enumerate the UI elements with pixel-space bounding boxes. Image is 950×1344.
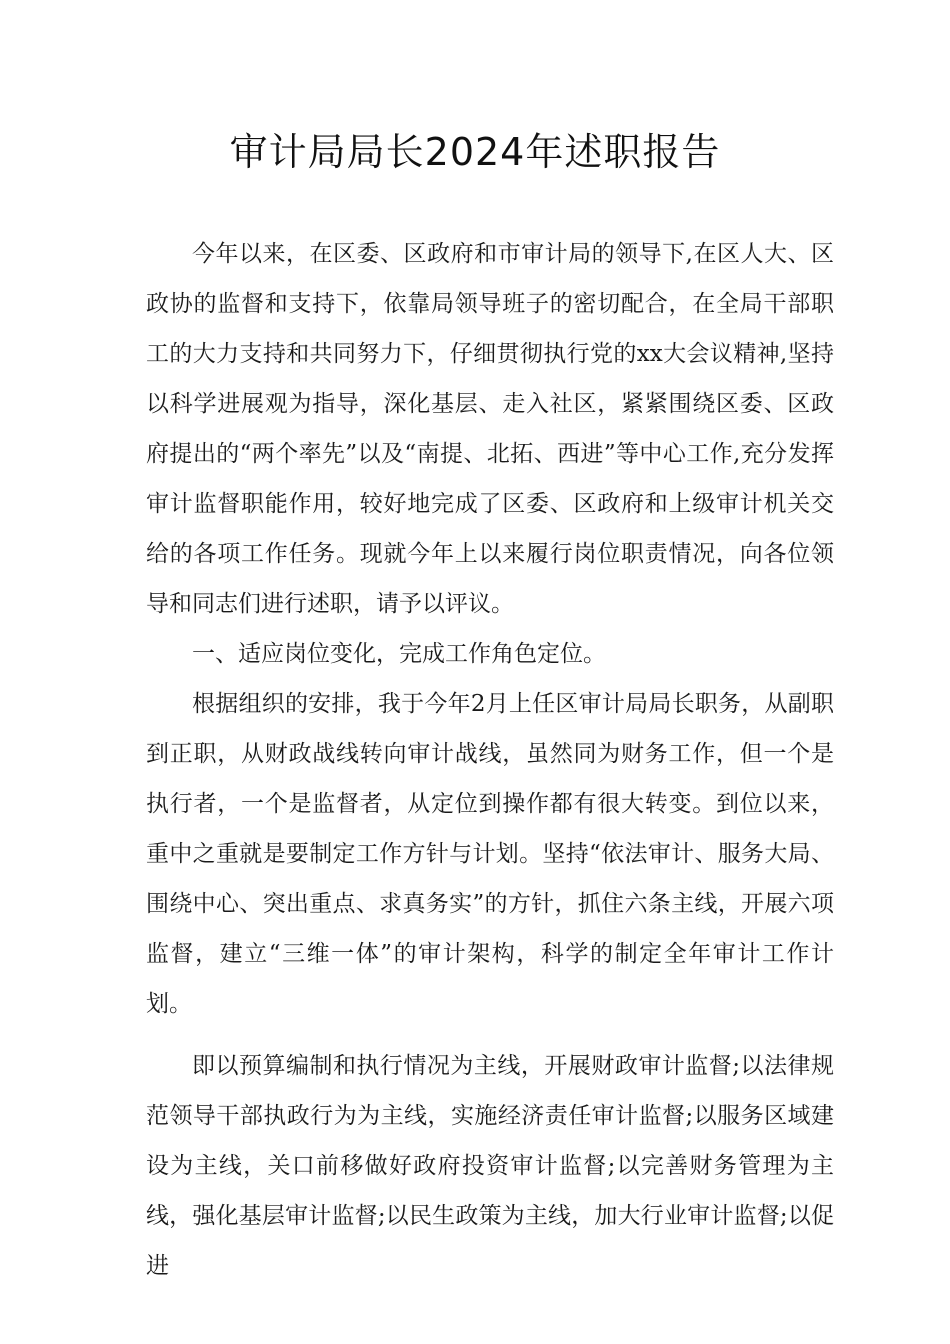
section-heading-1: 一、适应岗位变化，完成工作角色定位。 — [192, 641, 606, 667]
paragraph-main-lines: 即以预算编制和执行情况为主线，开展财政审计监督;以法律规范领导干部执政行为为主线，实施经济责任审计监督;以服务区域建设为主线，关口前移做好政府投资审计监督;以完善财务管理为主线，强化基层审计监督;以民生政策为主线，加大行业审计监督;以促进 — [146, 1053, 834, 1279]
document-body — [146, 229, 834, 1291]
paragraph-intro: 今年以来，在区委、区政府和市审计局的领导下,在区人大、区政协的监督和支持下，依靠局领导班子的密切配合，在全局干部职工的大力支持和共同努力下，仔细贯彻执行党的xx大会议精神,坚持以科学进展观为指导，深化基层、走入社区，紧紧围绕区委、区政府提出的“两个率先”以及“南提、北拓、西进”等中心工作,充分发挥审计监督职能作用，较好地完成了区委、区政府和上级审计机关交给的各项工作任务。现就今年上以来履行岗位职责情况，向各位领导和同志们进行述职，请予以评议。 — [146, 241, 834, 617]
document-title: 审计局局长2024年述职报告 — [229, 130, 721, 174]
paragraph-section-1: 根据组织的安排，我于今年2月上任区审计局局长职务，从副职到正职，从财政战线转向审计战线，虽然同为财务工作，但一个是执行者，一个是监督者，从定位到操作都有很大转变。到位以来，重中之重就是要制定工作方针与计划。坚持“依法审计、服务大局、围绕中心、突出重点、求真务实”的方针，抓住六条主线，开展六项监督，建立“三维一体”的审计架构，科学的制定全年审计工作计划。 — [146, 691, 834, 1017]
